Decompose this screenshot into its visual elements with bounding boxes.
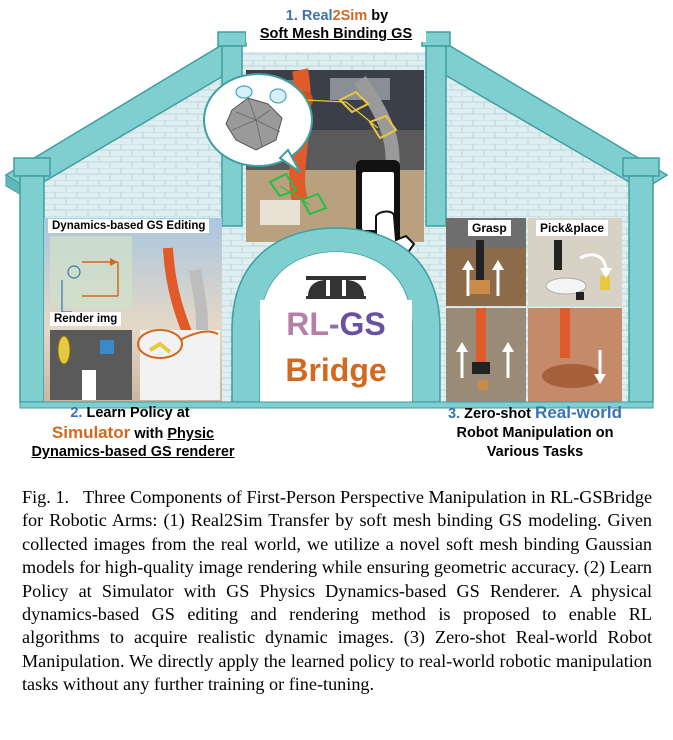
figure-caption (22, 486, 652, 697)
real2sim-real: Real (301, 8, 333, 24)
real2sim-num: 1. (285, 8, 302, 24)
real-world-word: Real-world (535, 403, 622, 422)
real2sim-sim: Sim (340, 8, 368, 24)
soft-mesh-title: Soft Mesh Binding GS (246, 26, 426, 42)
gs-text: GS (339, 306, 386, 342)
grasp-image-bottom (446, 308, 526, 402)
zero-shot-line1 (420, 403, 650, 424)
learn-policy-text: Learn Policy at (86, 405, 190, 421)
caption-text: Three Components of First-Person Perspective Manipulation in RL-GSBridge for Robotic Arms: (1) Real2Sim Transfer by soft mesh binding GS modeling. Given collected images from the real world, we utilize a novel soft mesh binding Gaussian models for high-quality image rendering while ensuring geometric accuracy. (2) Learn Policy at Simulator with GS Physics Dynamics-based GS Renderer. A physical dynamics-based GS editing and rendering method is proposed to enable RL algorithms to acquire realistic dynamic images. (3) Zero-shot Real-world Robot Manipulation. We directly apply the learned policy to real-world robotic manipulation tasks without any further training or fine-tuning. (22, 487, 653, 695)
rl-text: RL (286, 306, 329, 342)
learn-policy-line1 (30, 405, 230, 421)
learn-policy-line2 (20, 423, 246, 444)
rl-gs-text (260, 306, 412, 342)
real2sim-two: 2 (332, 8, 341, 24)
real2sim-title (262, 8, 412, 24)
zero-shot-num: 3. (448, 406, 465, 422)
pick-place-image-bottom (528, 308, 622, 402)
simulator-image (44, 218, 222, 402)
caption-label: Fig. 1. (22, 487, 70, 507)
grasp-tag: Grasp (468, 220, 511, 236)
bridge-icon (306, 276, 366, 299)
pick-place-tag: Pick&place (536, 220, 608, 236)
real2sim-by: by (367, 8, 389, 24)
learn-policy-num: 2. (70, 405, 87, 421)
zero-shot-line3: Various Tasks (486, 444, 584, 460)
bridge-text: Bridge (285, 352, 387, 388)
zero-shot-word: Zero-shot (464, 406, 536, 422)
gs-editing-tag: Dynamics-based GS Editing (48, 219, 209, 233)
right-pillar (623, 158, 659, 402)
with-word: with (130, 426, 168, 442)
simulator-word: Simulator (51, 423, 131, 442)
zero-shot-line2: Robot Manipulation on (456, 425, 614, 441)
dash-text: - (328, 306, 340, 342)
learn-policy-line3: Dynamics-based GS renderer (31, 444, 235, 460)
physic-word: Physic (167, 426, 215, 442)
render-img-tag: Render img (50, 312, 121, 326)
